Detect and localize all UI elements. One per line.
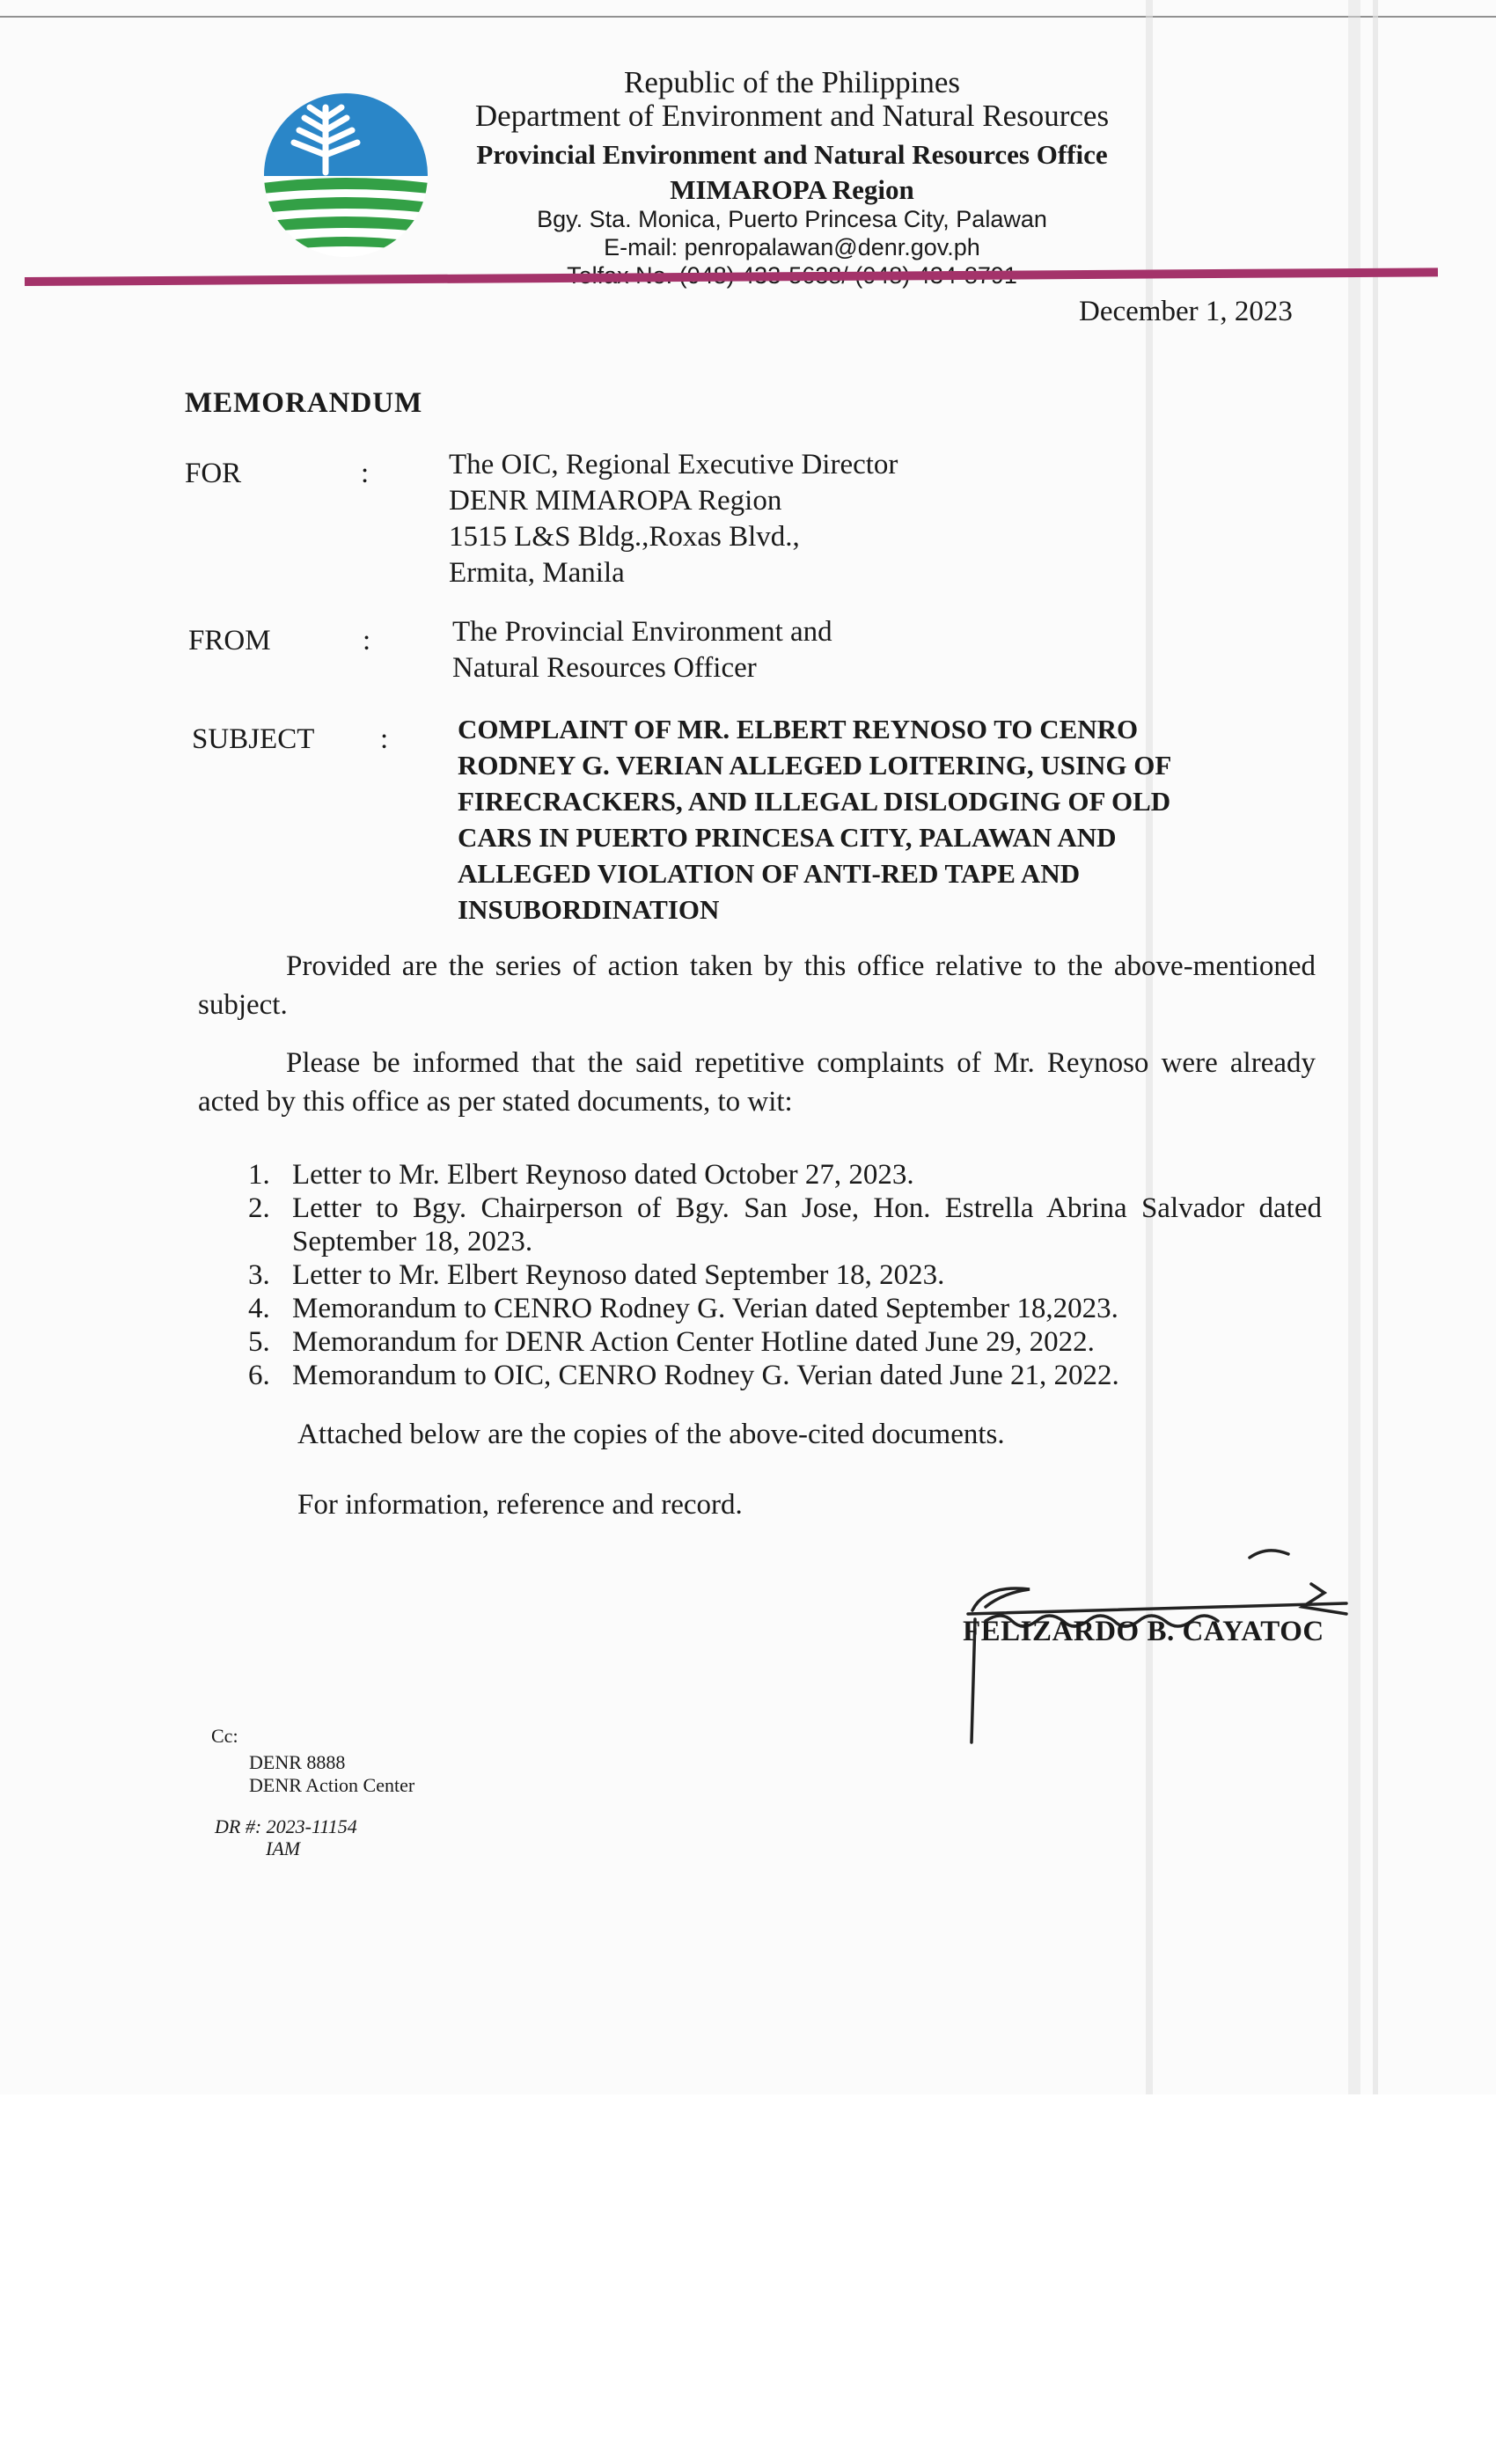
signatory-name: FELIZARDO B. CAYATOC: [963, 1616, 1324, 1647]
list-item: [248, 1192, 1322, 1258]
for-line: 1515 L&S Bldg.,Roxas Blvd.,: [449, 521, 800, 553]
initials: IAM: [266, 1837, 301, 1859]
scan-edge-line: [0, 16, 1496, 18]
list-item-text: Letter to Mr. Elbert Reynoso dated September 18, 2023.: [292, 1259, 945, 1291]
list-item-text: Letter to Mr. Elbert Reynoso dated October 27, 2023.: [292, 1159, 914, 1191]
header-address: Bgy. Sta. Monica, Puerto Princesa City, Palawan: [537, 206, 1047, 232]
for-line: Ermita, Manila: [449, 557, 625, 589]
header-department: Department of Environment and Natural Resources: [474, 99, 1110, 133]
header-email: E-mail: penropalawan@denr.gov.ph: [604, 234, 980, 260]
list-item: [248, 1325, 1322, 1359]
memo-date: December 1, 2023: [1079, 296, 1293, 327]
list-item-number: 2.: [248, 1192, 270, 1224]
memo-title: MEMORANDUM: [185, 387, 423, 419]
for-line: The OIC, Regional Executive Director: [449, 449, 898, 480]
cc-label: Cc:: [211, 1725, 238, 1747]
list-item-text: Memorandum for DENR Action Center Hotline dated June 29, 2022.: [292, 1326, 1095, 1358]
cc-item: DENR Action Center: [249, 1774, 415, 1796]
from-colon: :: [363, 625, 371, 656]
for-recipient: [449, 447, 898, 591]
list-item-text: Memorandum to CENRO Rodney G. Verian dated September 18,2023.: [292, 1293, 1118, 1324]
document-list: [248, 1158, 1322, 1392]
list-item: [248, 1258, 1322, 1292]
dr-number: DR #: 2023-11154: [215, 1815, 357, 1837]
list-item-number: 5.: [248, 1326, 270, 1358]
denr-logo: [262, 92, 429, 259]
from-label: FROM: [188, 625, 271, 656]
list-item-number: 6.: [248, 1360, 270, 1391]
for-label: FOR: [185, 458, 242, 489]
attached-note: Attached below are the copies of the above-cited documents.: [297, 1419, 1005, 1450]
header-office: Provincial Environment and Natural Resources Office: [476, 139, 1108, 170]
header-region: MIMAROPA Region: [670, 174, 914, 205]
list-item: [248, 1292, 1322, 1325]
subject-colon: :: [380, 723, 389, 755]
list-item: [248, 1359, 1322, 1392]
header-republic: Republic of the Philippines: [623, 65, 961, 99]
list-item-number: 4.: [248, 1293, 270, 1324]
closing-line: For information, reference and record.: [297, 1489, 743, 1521]
subject-label: SUBJECT: [192, 723, 315, 755]
body-paragraph-2: Please be informed that the said repetitive complaints of Mr. Reynoso were already acted by this office as per stated documents, to wit:: [198, 1047, 1316, 1118]
for-line: DENR MIMAROPA Region: [449, 485, 782, 517]
from-sender: [452, 614, 832, 686]
list-item-text: Letter to Bgy. Chairperson of Bgy. San Jose, Hon. Estrella Abrina Salvador dated September 18, 2023.: [292, 1192, 1322, 1258]
scan-streak: [1373, 0, 1378, 2094]
from-line: Natural Resources Officer: [452, 652, 757, 684]
subject-text: COMPLAINT OF MR. ELBERT REYNOSO TO CENRO RODNEY G. VERIAN ALLEGED LOITERING, USING OF FIRECRACKERS, AND ILLEGAL DISLODGING OF OLD CARS IN PUERTO PRINCESA CITY, PALAWAN AND ALLEGED VIOLATION OF ANTI-RED TAPE AND INSUBORDINATION: [458, 714, 1171, 925]
scan-streak: [1348, 0, 1360, 2094]
from-line: The Provincial Environment and: [452, 616, 832, 648]
list-item-number: 3.: [248, 1259, 270, 1291]
body-paragraph-1: Provided are the series of action taken by this office relative to the above-mentioned subject.: [198, 950, 1316, 1021]
list-item-text: Memorandum to OIC, CENRO Rodney G. Verian dated June 21, 2022.: [292, 1360, 1119, 1391]
for-colon: :: [361, 458, 370, 489]
cc-item: DENR 8888: [249, 1751, 346, 1773]
list-item-number: 1.: [248, 1159, 270, 1191]
list-item: [248, 1158, 1322, 1192]
